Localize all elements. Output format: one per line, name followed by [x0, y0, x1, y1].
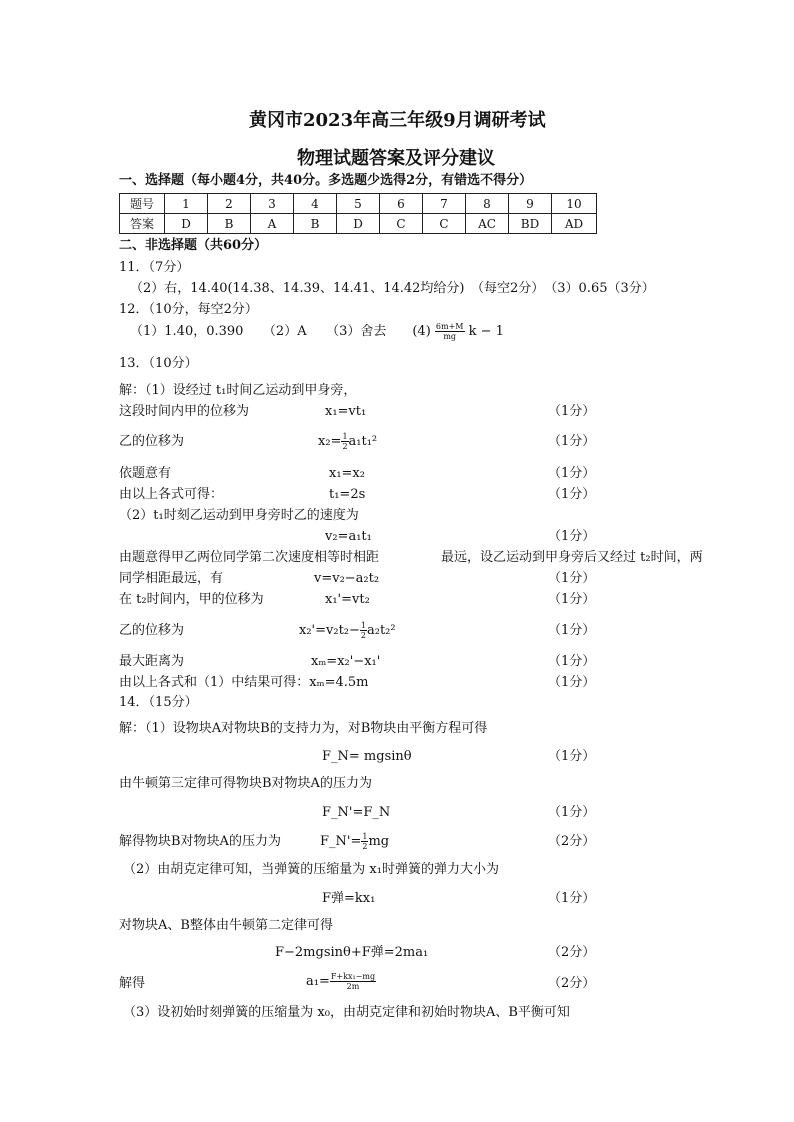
q14-line: 解得物块B对物块A的压力为: [119, 834, 281, 849]
table-cell: 2: [208, 194, 251, 214]
table-cell: 4: [294, 194, 337, 214]
q13-equation: [299, 621, 396, 640]
q12-answers: （1）1.40，0.390 （2）A （3）舍去 (4): [130, 324, 431, 339]
fraction-numerator: F+kx₁−mg: [330, 972, 376, 981]
score-badge: （1分）: [548, 466, 596, 481]
q13-line: 在 t₂时间内，甲的位移为: [119, 592, 264, 607]
section1-heading: 一、选择题（每小题4分，共40分。多选题少选得2分，有错选不得分）: [119, 173, 533, 188]
table-row: [120, 214, 597, 234]
table-cell: 10: [552, 194, 597, 214]
table-cell: BD: [509, 214, 552, 234]
q14-equation: F_N= mgsinθ: [322, 749, 412, 764]
table-cell: AD: [552, 214, 597, 234]
q13-line: 由题意得甲乙两位同学第二次速度相等时相距: [119, 550, 380, 565]
section2-heading: 二、非选择题（共60分）: [119, 238, 268, 253]
score-badge: （2分）: [548, 976, 596, 991]
table-cell: B: [208, 214, 251, 234]
q13-line: 依题意有: [119, 466, 172, 481]
q12-heading: 12．（10分，每空2分）: [119, 302, 258, 317]
table-cell: 5: [337, 194, 380, 214]
q13-equation: x₁=vt₁: [325, 404, 367, 419]
score-badge: （2分）: [548, 834, 596, 849]
table-header-cell: 答案: [120, 214, 165, 234]
score-badge: （1分）: [548, 749, 596, 764]
q13-line: 最大距离为: [119, 654, 185, 669]
equation-part: a₁=: [306, 974, 330, 989]
q11-body: （2）右，14.40(14.38、14.39、14.41、14.42均给分) （每空2分） （3）0.65（3分）: [130, 281, 655, 296]
equation-part: a₁t₁²: [348, 434, 378, 449]
score-badge: （1分）: [548, 487, 596, 502]
score-badge: （1分）: [548, 623, 596, 638]
fraction-denominator: 2: [342, 442, 348, 451]
table-row: [120, 194, 597, 214]
score-badge: （1分）: [548, 434, 596, 449]
q14-equation: F_N'=F_N: [322, 805, 391, 820]
q14-equation: [306, 972, 376, 991]
answer-table: [119, 193, 597, 234]
fraction-denominator: 2: [362, 842, 368, 851]
q11-heading: 11．（7分）: [119, 260, 190, 275]
q13-line: 这段时间内甲的位移为: [119, 404, 250, 419]
q13-heading: 13．（10分）: [119, 356, 198, 371]
table-cell: C: [380, 214, 423, 234]
q13-equation: xₘ=x₂'−x₁': [311, 654, 381, 669]
equation-part: mg: [368, 834, 390, 849]
q13-line: 乙的位移为: [119, 623, 185, 638]
q13-line: 解：（1）设经过 t₁时间乙运动到甲身旁，: [119, 383, 357, 398]
table-cell: D: [165, 214, 208, 234]
q14-heading: 14．（15分）: [119, 695, 198, 710]
score-badge: （1分）: [548, 592, 596, 607]
table-cell: 7: [423, 194, 466, 214]
q13-equation: x₁=x₂: [329, 466, 365, 481]
fraction-numerator: 6m+M: [435, 322, 464, 331]
fraction-denominator: 2: [360, 631, 366, 640]
q12-tail: k − 1: [468, 324, 504, 339]
table-cell: 9: [509, 194, 552, 214]
q14-equation: F−2mgsinθ+F弹=2ma₁: [275, 945, 429, 960]
q12-body: [130, 322, 504, 342]
page-title: 黄冈市2023年高三年级9月调研考试: [249, 110, 546, 131]
score-badge: （1分）: [548, 571, 596, 586]
score-badge: （1分）: [548, 654, 596, 669]
q13-equation: [318, 432, 377, 451]
q13-line: （2）t₁时刻乙运动到甲身旁时乙的速度为: [119, 508, 359, 523]
q14-line: （3）设初始时刻弹簧的压缩量为 x₀，由胡克定律和初始时物块A、B平衡可知: [123, 1005, 570, 1020]
table-cell: C: [423, 214, 466, 234]
q14-line: 解得: [119, 976, 146, 991]
q13-equation: x₁'=vt₂: [325, 592, 370, 607]
table-cell: AC: [466, 214, 509, 234]
table-header-cell: 题号: [120, 194, 165, 214]
score-badge: （1分）: [548, 805, 596, 820]
table-cell: B: [294, 214, 337, 234]
a1-fraction: [330, 972, 376, 991]
score-badge: （1分）: [548, 675, 596, 690]
fraction-numerator: 1: [342, 432, 348, 441]
q12-fraction: [435, 322, 465, 341]
q14-line: 解：（1）设物块A对物块B的支持力为，对B物块由平衡方程可得: [119, 721, 488, 736]
q13-line: 由以上各式和（1）中结果可得：xₘ=4.5m: [119, 675, 369, 690]
q13-line: 同学相距最远，有: [119, 571, 224, 586]
table-cell: D: [337, 214, 380, 234]
q13-line: 乙的位移为: [119, 434, 185, 449]
q13-equation: t₁=2s: [329, 487, 366, 502]
score-badge: （1分）: [548, 891, 596, 906]
fraction-denominator: 2m: [346, 982, 360, 991]
fraction-denominator: mg: [443, 332, 457, 341]
equation-part: F_N'=: [320, 834, 362, 849]
fraction-numerator: 1: [360, 621, 366, 630]
q14-equation: [320, 832, 389, 851]
table-cell: A: [251, 214, 294, 234]
q14-line: （2）由胡克定律可知，当弹簧的压缩量为 x₁时弹簧的弹力大小为: [123, 862, 499, 877]
q13-equation: v₂=a₁t₁: [325, 529, 372, 544]
table-cell: 8: [466, 194, 509, 214]
half-fraction: [341, 432, 348, 451]
page-subtitle: 物理试题答案及评分建议: [297, 148, 495, 169]
equation-part: a₂t₂²: [367, 623, 396, 638]
score-badge: （1分）: [548, 404, 596, 419]
q14-line: 由牛顿第三定律可得物块B对物块A的压力为: [119, 776, 372, 791]
table-cell: 1: [165, 194, 208, 214]
equation-part: x₂'=v₂t₂−: [299, 623, 360, 638]
q14-line: 对物块A、B整体由牛顿第二定律可得: [119, 918, 333, 933]
table-cell: 3: [251, 194, 294, 214]
score-badge: （1分）: [548, 529, 596, 544]
q13-line: 最远，设乙运动到甲身旁后又经过 t₂时间，两: [441, 550, 703, 565]
q13-line: 由以上各式可得：: [119, 487, 224, 502]
equation-part: x₂=: [318, 434, 342, 449]
score-badge: （2分）: [548, 945, 596, 960]
table-cell: 6: [380, 194, 423, 214]
fraction-numerator: 1: [362, 832, 368, 841]
q13-equation: v=v₂−a₂t₂: [314, 571, 380, 586]
q14-equation: F弹=kx₁: [322, 891, 376, 906]
half-fraction: [360, 621, 367, 640]
